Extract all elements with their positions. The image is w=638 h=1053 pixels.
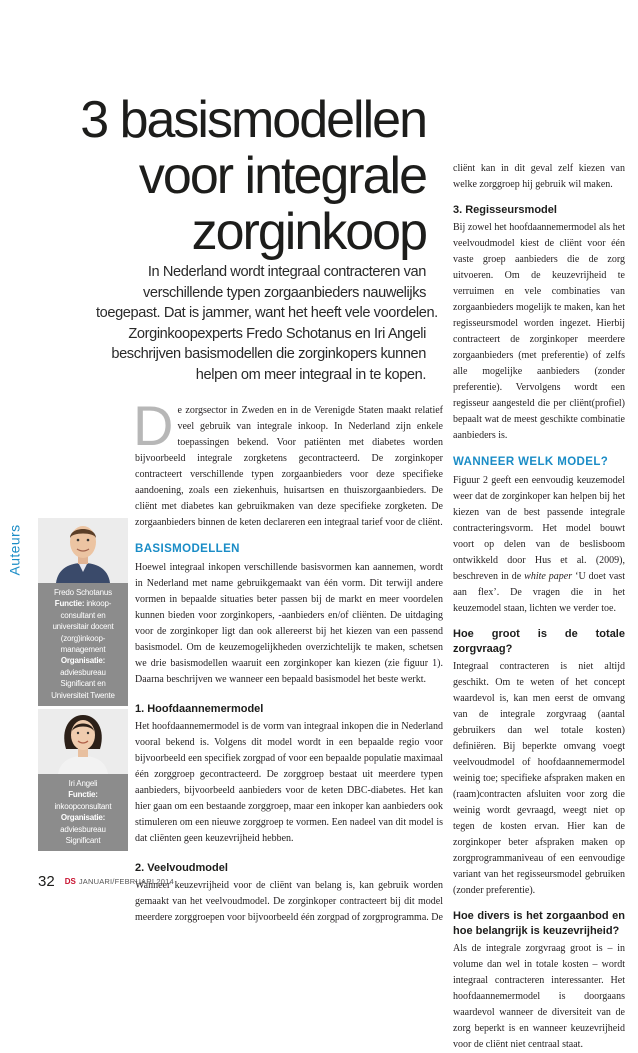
caption-line: Iri Angeli	[68, 779, 98, 788]
lead-paragraph	[133, 394, 443, 531]
caption-line: inkoopconsultant	[54, 801, 112, 811]
regisseursmodel-text: Bij zowel het hoofdaannemermodel als het veelvoudmodel kiest de cliënt voor één vaste groep aanbieders die de zorg uitvoeren. Om de keuzevrijheid te verruimen en vele combinaties van zorgaanbieders mogelijk te maken, kan het regisseursmodel worden ingezet. Hierbij contracteert de zorginkoper meerdere zorgaanbieders (met preferentie) of zelfs alle mogelijke aanbieders (zonder preferentie). Vervolgens wordt een regisseur aangesteld die per cliënt(profiel) bepaalt wat de meest geschikte combinatie aanbieders is.	[453, 222, 625, 441]
heading-wanneer-welk-model: WANNEER WELK MODEL?	[453, 456, 609, 468]
portrait-woman-icon	[38, 709, 128, 774]
author-photo	[38, 709, 128, 774]
caption-line: consultant en	[60, 610, 106, 620]
caption-label: Functie:	[68, 790, 98, 800]
hoofdaannemermodel-text: Het hoofdaannemermodel is de vorm van integraal inkopen die in Nederland vooral bekend is. Volgens dit model wordt in een bepaalde regio voor bijvoorbeeld een specifiek zorgpad of voor een bepaalde populatie maximaal één zorggroep gecontracteerd. De zorggroep bestaat uit meerdere typen aanbieders, bijvoorbeeld aanbieders voor de keten DBC-diabetes. Het kan hier gaan om een bestaande zorggroep, maar een inkoper kan aanbieders ook stimuleren om een nieuwe zorggroep te vormen. Een nadeel van dit model is dat cliënten geen keuzevrijheid hebben.	[135, 721, 443, 844]
intro-line: verschillende typen zorgaanbieders nauwelijks	[143, 284, 426, 301]
intro-line: In Nederland wordt integraal contracteren van	[147, 264, 426, 280]
author-card-iri	[38, 709, 128, 851]
divers-text: Als de integrale zorgvraag groot is – in volume dan wel in totale kosten – wordt integraal contracteren interessanter. Het hoofdaannemermodel is doorgaans waardevol wanneer de diversiteit van de zorg beperkt is en wanneer keuzevrijheid voor de cliënt niet centraal staat.	[453, 943, 625, 1050]
body-column-right	[453, 161, 625, 1053]
magazine-logo: DS	[64, 876, 76, 886]
caption-label: Functie:	[54, 599, 85, 609]
title-line-1: 3 basismodellen	[80, 91, 426, 149]
author-caption	[38, 774, 128, 851]
title-line-2: voor integrale	[138, 147, 426, 205]
drop-cap: D	[133, 394, 174, 457]
caption-line: Fredo Schotanus	[54, 588, 112, 597]
author-card-fredo	[38, 518, 128, 706]
wanneer-text-part2: ‘U doet vast aan flex’. De vragen die in het keuzemodel staan, lichten we verder toe.	[453, 571, 625, 614]
intro-line: helpen om meer integraal in te kopen.	[195, 366, 426, 383]
author-photo	[38, 518, 128, 583]
caption-line: universitair docent	[52, 622, 114, 632]
heading-regisseursmodel: 3. Regisseursmodel	[453, 204, 557, 216]
wanneer-text	[453, 473, 625, 617]
heading-basismodellen: BASISMODELLEN	[135, 543, 240, 555]
intro-line: toegepast. Dat is jammer, want het heeft vele voordelen.	[96, 305, 438, 321]
caption-label: Organisatie:	[60, 813, 106, 823]
article-title	[80, 92, 426, 260]
caption-label: Organisatie:	[60, 656, 106, 666]
caption-line: adviesbureau	[60, 667, 106, 677]
author-caption	[38, 583, 128, 706]
wanneer-text-italic: white paper	[524, 571, 573, 582]
heading-zorgvraag: Hoe groot is de totale zorgvraag?	[453, 628, 625, 655]
zorgvraag-text: Integraal contracteren is niet altijd geschikt. Om te weten of het concept waardevol is, kan men eerst de omvang van de integrale zorgvraag (aantal gebruikers dan wel totale kosten) definiëren. Bij beperkte omvang voegt veelvoudmodel of hoofdaannemermodel weinig toe; specifieke afspraken maken en (raam)contracten afsluiten voor zorg die weinig wordt gevraagd, weegt niet op tegen de kosten ervan. Hier kan de zorginkoper beter afspraken maken op zorgprogrammaniveau of een eenvoudige variant van het regisseursmodel gebruiken (zonder preferentie).	[453, 661, 625, 896]
caption-line: Significant en	[60, 679, 106, 689]
intro-line: beschrijven basismodellen die zorginkopers kunnen	[111, 346, 426, 362]
article-intro	[96, 262, 438, 385]
caption-line	[40, 598, 126, 609]
page-footer	[38, 873, 174, 889]
caption-line: (zorg)inkoop-	[60, 633, 106, 643]
wanneer-text-part1: Figuur 2 geeft een eenvoudig keuzemodel weer dat de zorginkoper kan helpen bij het kiezen van de best passende integrale contracteringsvorm. Het model bouwt voort op delen van de beslisboom ontwikkeld door Hus et al. (2009), beschreven in de	[453, 475, 625, 582]
issue-date: JANUARI/FEBRUARI 2014	[78, 876, 174, 886]
veelvoudmodel-text: Wanneer keuzevrijheid voor de cliënt van belang is, kan gebruik worden gemaakt van het veelvoudmodel. De zorginkoper contracteert bij dit model meerdere zorggroepen voor bijvoorbeeld één zorgpad of zorgprogramma. De	[135, 880, 443, 923]
continued-text: cliënt kan in dit geval zelf kiezen van welke zorggroep hij gebruik wil maken.	[453, 163, 625, 190]
authors-side-label	[6, 516, 34, 586]
heading-hoofdaannemermodel: 1. Hoofdaannemermodel	[135, 703, 264, 715]
basismodellen-text: Hoewel integraal inkopen verschillende basisvormen kan aannemen, wordt in Nederland met name gebruikgemaakt van één vorm. Dit terwijl andere vormen in bepaalde situaties beter passen bij de markt en meer voordelen kunnen bieden voor zorginkopers, -aanbieders en/of cliënten. De uitdaging voor de zorginkoper ligt dan ook allereerst bij het kiezen van een passend basismodel. Om de keuzemogelijkheden overzichtelijk te maken, schetsen we drie basismodellen waaruit een zorginkoper kan kiezen (zie figuur 1). Daarna beschrijven we wanneer een bepaald basismodel het beste werkt.	[135, 562, 443, 685]
portrait-man-icon	[38, 518, 128, 583]
heading-divers: Hoe divers is het zorgaanbod en hoe belangrijk is keuzevrijheid?	[453, 910, 625, 937]
caption-line: adviesbureau	[60, 824, 106, 834]
authors-label-text: Auteurs	[6, 524, 23, 576]
title-line-3: zorginkoop	[191, 203, 426, 261]
caption-line: Significant	[65, 836, 101, 846]
intro-line: Zorginkoopexperts Fredo Schotanus en Iri Angeli	[128, 325, 426, 342]
heading-veelvoudmodel: 2. Veelvoudmodel	[135, 862, 228, 874]
page-number: 32	[38, 872, 55, 890]
caption-line: Universiteit Twente	[51, 690, 115, 700]
body-column-left	[133, 394, 443, 926]
caption-line: management	[60, 645, 106, 655]
caption-value: inkoop-	[84, 599, 112, 609]
lead-text: e zorgsector in Zweden en in de Verenigde Staten maakt relatief veel gebruik van integrale inkoop. In Nederland zijn enkele toepassingen bekend. Voor patiënten met diabetes worden bijvoorbeeld integrale zorgketens gecontracteerd. De zorginkoper contracteert verschillende typen zorgaanbieders voor deze specifieke aandoening, zoals een ziekenhuis, huisartsen en thuiszorgaanbieders. De cliënt met diabetes kan gebruikmaken van deze specifieke zorgketen. De zorgaanbieders binnen de keten declareren een integraal tarief voor de cliënt.	[135, 405, 443, 528]
